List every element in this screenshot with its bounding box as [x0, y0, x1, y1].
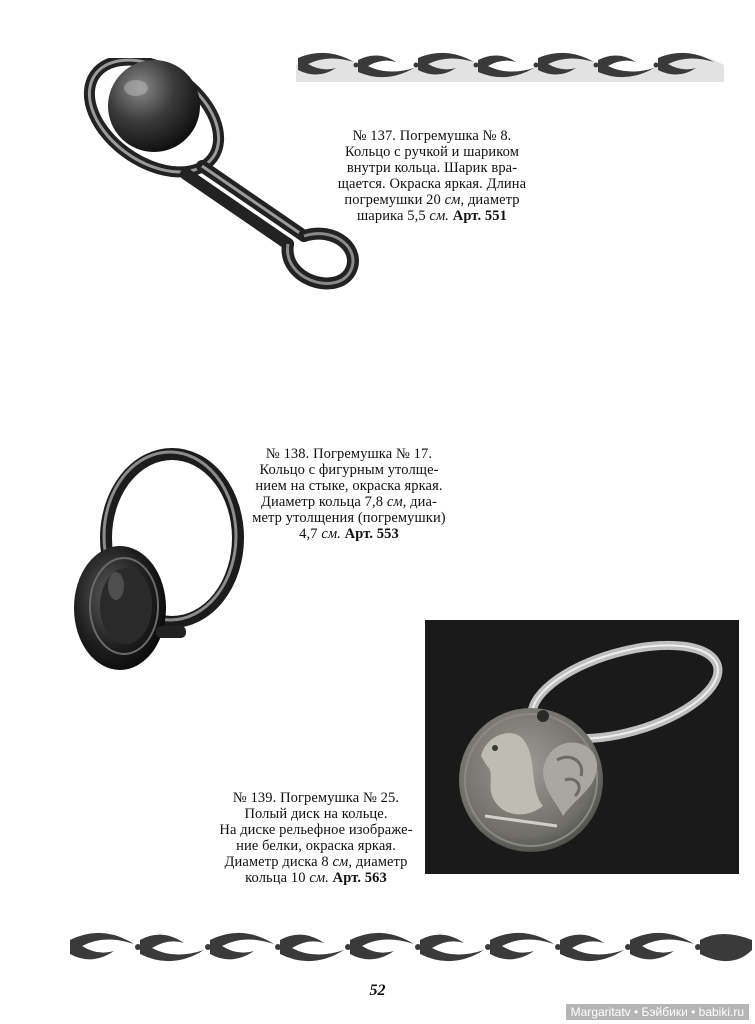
caption-139-line-3: На диске рельефное изображе-: [219, 822, 413, 838]
rattle-138-photo: [72, 446, 244, 676]
caption-139-line-5: [210, 854, 422, 870]
caption-item-137: [332, 128, 532, 224]
caption-138-line-6: [246, 526, 452, 542]
caption-138-line-2: Кольцо с фигурным утолще-: [259, 462, 439, 478]
watermark: Margaritatv • Бэйбики • babiki.ru: [566, 1004, 749, 1020]
caption-137-line-5: [332, 192, 532, 208]
caption-139-line-5-tail: диаметр: [355, 854, 408, 870]
caption-138-unit-2: см.: [321, 526, 341, 542]
caption-139-unit-2: см.: [309, 870, 329, 886]
caption-item-138: [246, 446, 452, 542]
caption-138-line-1: № 138. Погремушка № 17.: [265, 446, 433, 462]
caption-137-line-1: № 137. Погремушка № 8.: [352, 128, 512, 144]
caption-138-line-6-text: 4,7: [299, 526, 318, 542]
caption-138-line-5: метр утолщения (погремушки): [252, 510, 446, 526]
rattle-137-photo: [74, 58, 370, 300]
rattle-139-photo: [425, 620, 739, 874]
caption-137-line-2: Кольцо с ручкой и шариком: [344, 144, 520, 160]
caption-137-unit-1: см,: [444, 192, 465, 208]
caption-139-article: Арт. 563: [332, 870, 387, 886]
caption-137-line-3: внутри кольца. Шарик вра-: [346, 160, 518, 176]
caption-138-line-4: [246, 494, 452, 510]
caption-137-line-5-tail: диаметр: [467, 192, 520, 208]
caption-137-article: Арт. 551: [452, 208, 507, 224]
caption-139-line-5-text: Диаметр диска 8: [224, 854, 329, 870]
bottom-ornament-border: [68, 926, 752, 968]
caption-137-line-4: щается. Окраска яркая. Длина: [337, 176, 527, 192]
caption-138-line-4-text: Диаметр кольца 7,8: [261, 494, 384, 510]
page-number: 52: [369, 982, 386, 999]
caption-item-139: [210, 790, 422, 886]
caption-137-unit-2: см.: [429, 208, 450, 224]
caption-137-line-5-text: погремушки 20: [344, 192, 441, 208]
caption-139-line-2: Полый диск на кольце.: [244, 806, 388, 822]
caption-138-unit-1: см,: [386, 494, 407, 510]
caption-138-line-4-tail: диа-: [410, 494, 437, 510]
caption-139-line-1: № 139. Погремушка № 25.: [232, 790, 400, 806]
caption-137-line-6-text: шарика 5,5: [357, 208, 426, 224]
caption-138-line-3: нием на стыке, окраска яркая.: [255, 478, 443, 494]
caption-139-line-6-text: кольца 10: [245, 870, 306, 886]
caption-139-line-6: [210, 870, 422, 886]
caption-137-line-6: [332, 208, 532, 224]
caption-139-unit-1: см,: [332, 854, 353, 870]
caption-139-line-4: ние белки, окраска яркая.: [236, 838, 396, 854]
caption-138-article: Арт. 553: [344, 526, 399, 542]
